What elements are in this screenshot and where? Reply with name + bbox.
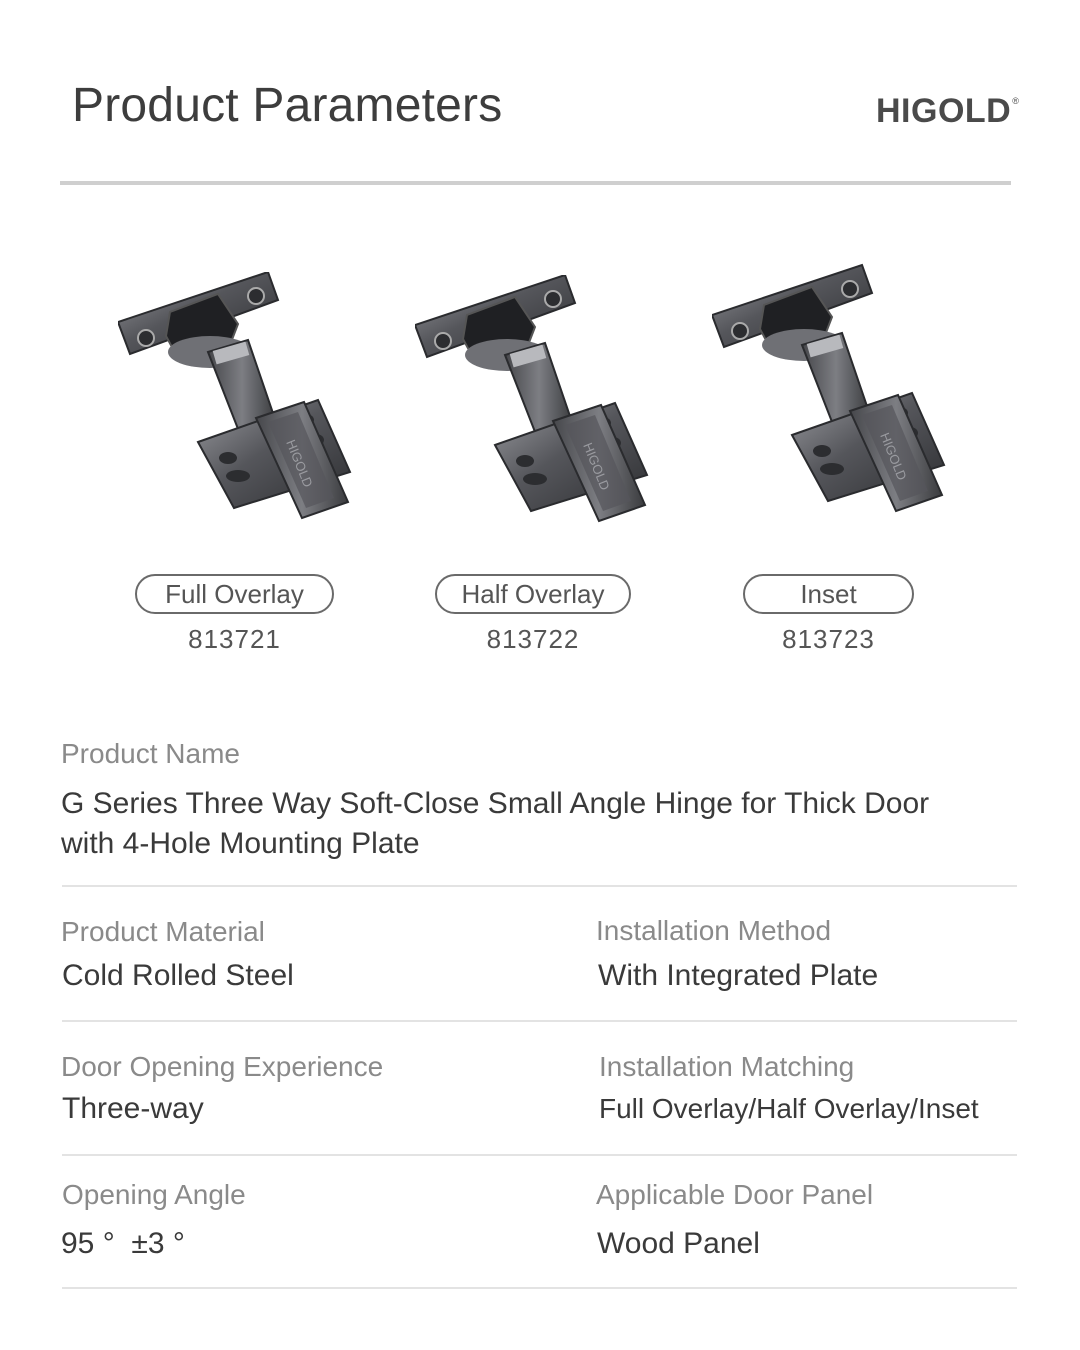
installation-method-label: Installation Method bbox=[596, 915, 832, 946]
row-divider bbox=[62, 1287, 1017, 1289]
variant-code-full-overlay: 813721 bbox=[188, 624, 281, 654]
door-opening-label: Door Opening Experience bbox=[61, 1051, 384, 1082]
door-panel-label: Applicable Door Panel bbox=[596, 1179, 874, 1210]
hinge-image-inset bbox=[712, 260, 952, 530]
brand-logo bbox=[876, 92, 1019, 131]
brand-name: HIGOLD bbox=[876, 92, 1012, 130]
hinge-icon bbox=[415, 275, 655, 535]
material-value: Cold Rolled Steel bbox=[62, 959, 294, 992]
product-name-value-line2: with 4-Hole Mounting Plate bbox=[61, 827, 420, 860]
hinge-icon bbox=[118, 272, 358, 532]
product-name-value-line1: G Series Three Way Soft-Close Small Angle Hinge for Thick Door bbox=[61, 787, 930, 820]
variant-label-half-overlay: Half Overlay bbox=[435, 574, 631, 614]
header-divider bbox=[60, 181, 1011, 185]
hinge-image-full-overlay bbox=[118, 272, 358, 532]
page-title: Product Parameters bbox=[72, 79, 503, 132]
row-divider bbox=[62, 1154, 1017, 1156]
door-opening-value: Three-way bbox=[62, 1092, 204, 1125]
variant-code-half-overlay: 813722 bbox=[486, 624, 580, 654]
opening-angle-label: Opening Angle bbox=[62, 1179, 246, 1210]
hinge-icon bbox=[712, 260, 952, 530]
row-divider bbox=[62, 1020, 1017, 1022]
variant-code-inset: 813723 bbox=[782, 624, 875, 654]
row-divider bbox=[62, 885, 1017, 887]
door-panel-value: Wood Panel bbox=[597, 1227, 760, 1260]
variant-label-inset: Inset bbox=[743, 574, 914, 614]
registered-mark: ® bbox=[1012, 96, 1020, 106]
material-label: Product Material bbox=[61, 916, 265, 947]
opening-angle-value: 95 ° ±3 ° bbox=[61, 1227, 185, 1260]
product-name-label: Product Name bbox=[61, 738, 240, 769]
hinge-image-half-overlay bbox=[415, 275, 655, 535]
installation-method-value: With Integrated Plate bbox=[598, 959, 879, 992]
variant-label-full-overlay: Full Overlay bbox=[135, 574, 334, 614]
installation-matching-value: Full Overlay/Half Overlay/Inset bbox=[599, 1093, 979, 1124]
installation-matching-label: Installation Matching bbox=[599, 1051, 855, 1082]
